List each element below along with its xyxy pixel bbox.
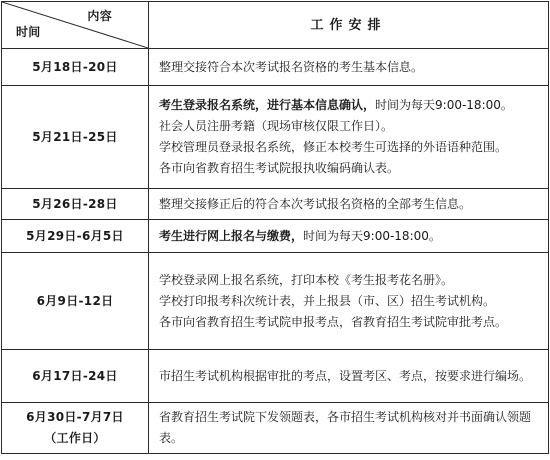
- header-content-label: 内容: [87, 9, 112, 23]
- description-line: 整理交接修正后的符合本次考试报名资格的全部考生信息。: [159, 196, 472, 211]
- description-line: 各市向省教育招生考试院报执收编码确认表。: [159, 161, 400, 175]
- description-emphasis: 考生登录报名系统，进行基本信息确认，: [159, 98, 376, 112]
- description-text: 时间为每天9:00-18:00。: [375, 98, 513, 112]
- description-line: 学校登录网上报名系统，打印本校《考生报考花名册》。: [159, 272, 454, 287]
- row-date: 5月26日-28日: [2, 189, 149, 220]
- header-arrangement-label: 工作安排: [149, 2, 549, 49]
- table-row: [2, 350, 549, 403]
- row-description: [149, 253, 549, 350]
- row-date: 5月29日-6月5日: [2, 220, 149, 253]
- table-header-row: [2, 2, 549, 49]
- description-emphasis: 考生进行网上报名与缴费，: [159, 228, 304, 243]
- row-description: [149, 220, 549, 253]
- row-description: [149, 86, 549, 189]
- table-row: [2, 253, 549, 350]
- description-line: 整理交接符合本次考试报名资格的考生基本信息。: [159, 59, 424, 74]
- header-corner-cell: [2, 2, 149, 49]
- description-line: 市招生考试机构根据审批的考点，设置考区、考点，按要求进行编场。: [159, 368, 532, 383]
- row-date: 6月9日-12日: [2, 253, 149, 350]
- row-date-cell: [2, 403, 149, 454]
- table-row: [2, 220, 549, 253]
- row-description: [149, 350, 549, 403]
- header-time-label: 时间: [16, 25, 41, 39]
- row-description: [149, 403, 549, 454]
- row-description: [149, 189, 549, 220]
- description-line: 省教育招生考试院下发领题表，各市招生考试机构核对并书面确认领题表。: [159, 410, 532, 445]
- schedule-table: [1, 1, 549, 454]
- row-date: 6月30日-7月7日: [26, 410, 124, 424]
- table-row: [2, 86, 549, 189]
- row-date: 6月17日-24日: [2, 350, 149, 403]
- row-date: 5月18日-20日: [2, 49, 149, 86]
- description-line: 社会人员注册考籍（现场审核仅限工作日）。: [159, 119, 394, 133]
- row-description: [149, 49, 549, 86]
- schedule-container: [1, 1, 549, 458]
- table-row: [2, 49, 549, 86]
- description-text: 时间为每天9:00-18:00。: [303, 228, 441, 243]
- row-date-note: （工作日）: [44, 431, 106, 445]
- description-line: 学校打印报考科次统计表，并上报县（市、区）招生考试机构。: [159, 293, 496, 308]
- description-line: [159, 226, 542, 247]
- table-row: [2, 189, 549, 220]
- row-date: 5月21日-25日: [2, 86, 149, 189]
- description-line: 各市向省教育招生考试院申报考点，省教育招生考试院审批考点。: [159, 314, 508, 329]
- description-line: [159, 95, 542, 116]
- table-row: [2, 403, 549, 454]
- description-line: 学校管理员登录报名系统，修正本校考生可选择的外语语种范围。: [159, 140, 508, 154]
